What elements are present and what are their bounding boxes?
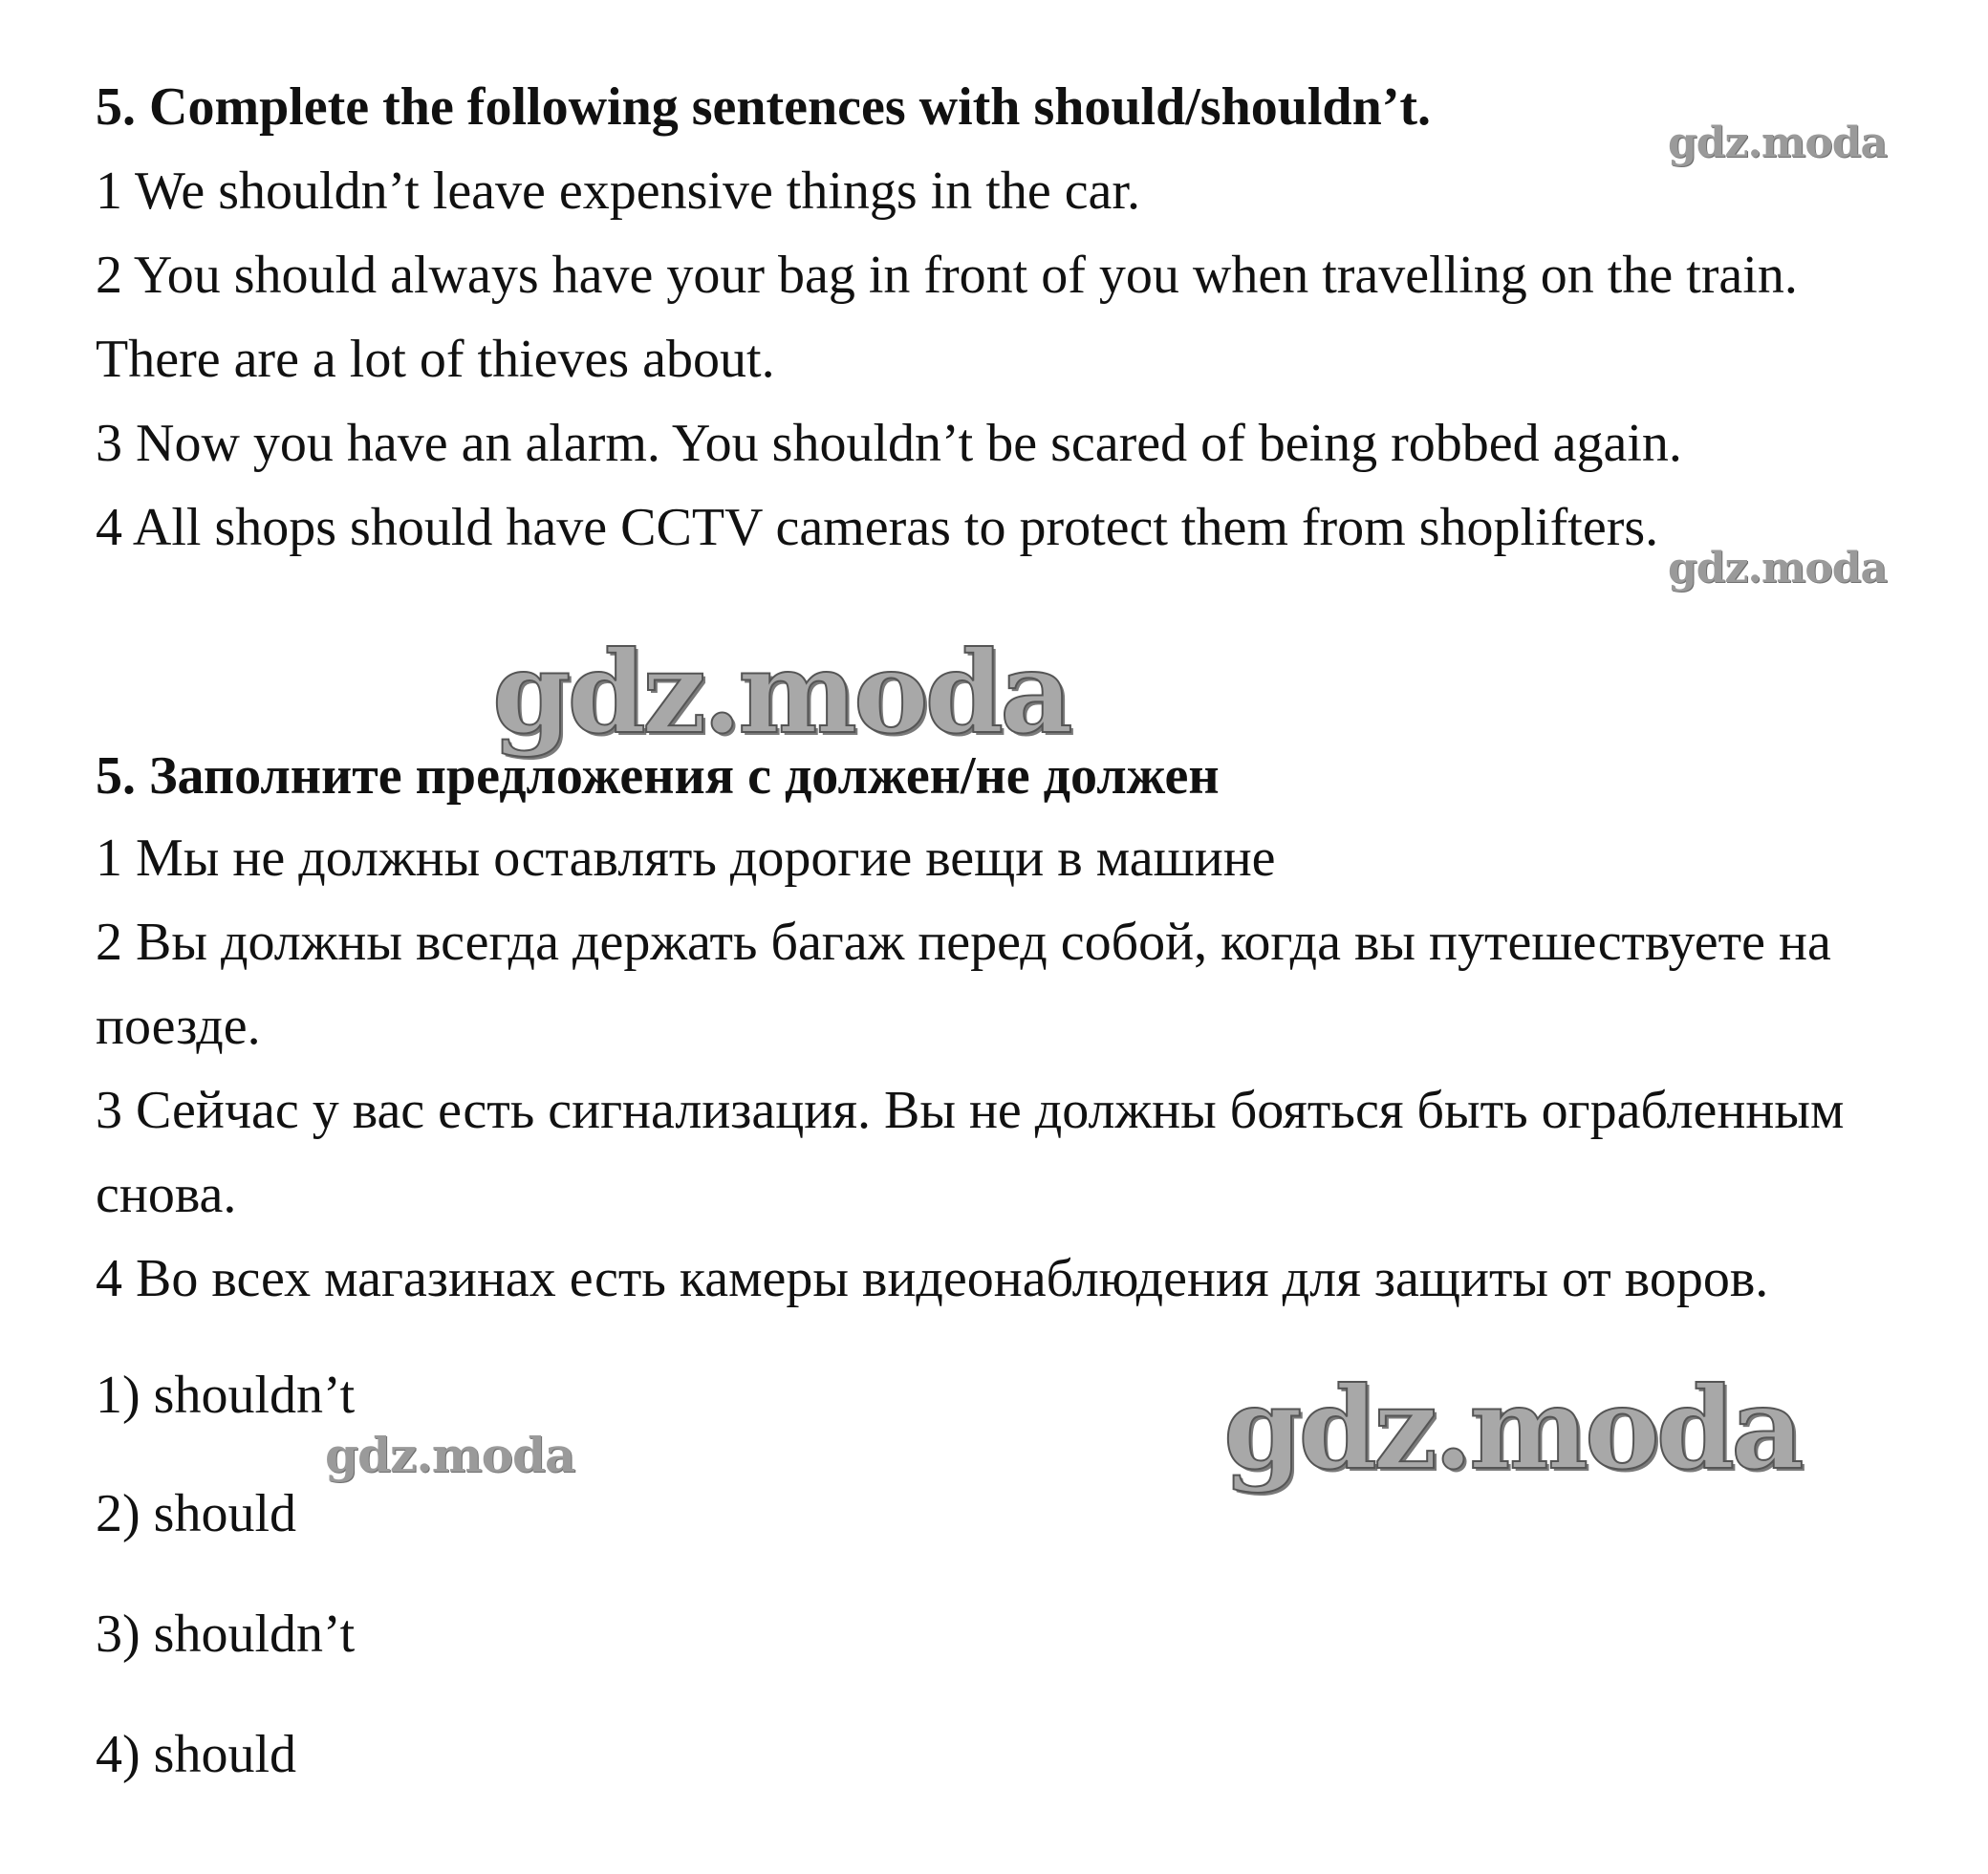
russian-sentence-1: 1 Мы не должны оставлять дорогие вещи в машине xyxy=(96,829,1276,888)
watermark-mid-right: gdz.moda xyxy=(1668,544,1888,592)
watermark-large-right: gdz.moda xyxy=(1223,1362,1801,1495)
russian-sentence-4: 4 Во всех магазинах есть камеры видеонаблюдения для защиты от воров. xyxy=(96,1249,1769,1308)
watermark-large-center: gdz.moda xyxy=(492,626,1070,759)
russian-sentence-3-continued: снова. xyxy=(96,1165,237,1224)
watermark-small-answers: gdz.moda xyxy=(325,1427,575,1483)
answer-4: 4) should xyxy=(96,1725,296,1784)
english-heading: 5. Complete the following sentences with should/shouldn’t. xyxy=(96,77,1432,137)
russian-heading: 5. Заполните предложения с должен/не должен xyxy=(96,746,1220,806)
english-sentence-2-continued: There are a lot of thieves about. xyxy=(96,330,775,389)
english-sentence-3: 3 Now you have an alarm. You shouldn’t be scared of being robbed again. xyxy=(96,414,1682,473)
answer-3: 3) shouldn’t xyxy=(96,1605,356,1664)
english-sentence-1: 1 We shouldn’t leave expensive things in the car. xyxy=(96,162,1140,221)
english-sentence-4: 4 All shops should have CCTV cameras to protect them from shoplifters. xyxy=(96,498,1659,557)
watermark-top-right: gdz.moda xyxy=(1668,118,1888,167)
russian-sentence-3: 3 Сейчас у вас есть сигнализация. Вы не должны бояться быть ограбленным xyxy=(96,1081,1845,1140)
answer-1: 1) shouldn’t xyxy=(96,1366,356,1425)
russian-sentence-2: 2 Вы должны всегда держать багаж перед собой, когда вы путешествуете на xyxy=(96,913,1831,972)
english-sentence-2: 2 You should always have your bag in front of you when travelling on the train. xyxy=(96,246,1798,305)
russian-sentence-2-continued: поезде. xyxy=(96,997,261,1056)
answer-2: 2) should xyxy=(96,1484,296,1543)
